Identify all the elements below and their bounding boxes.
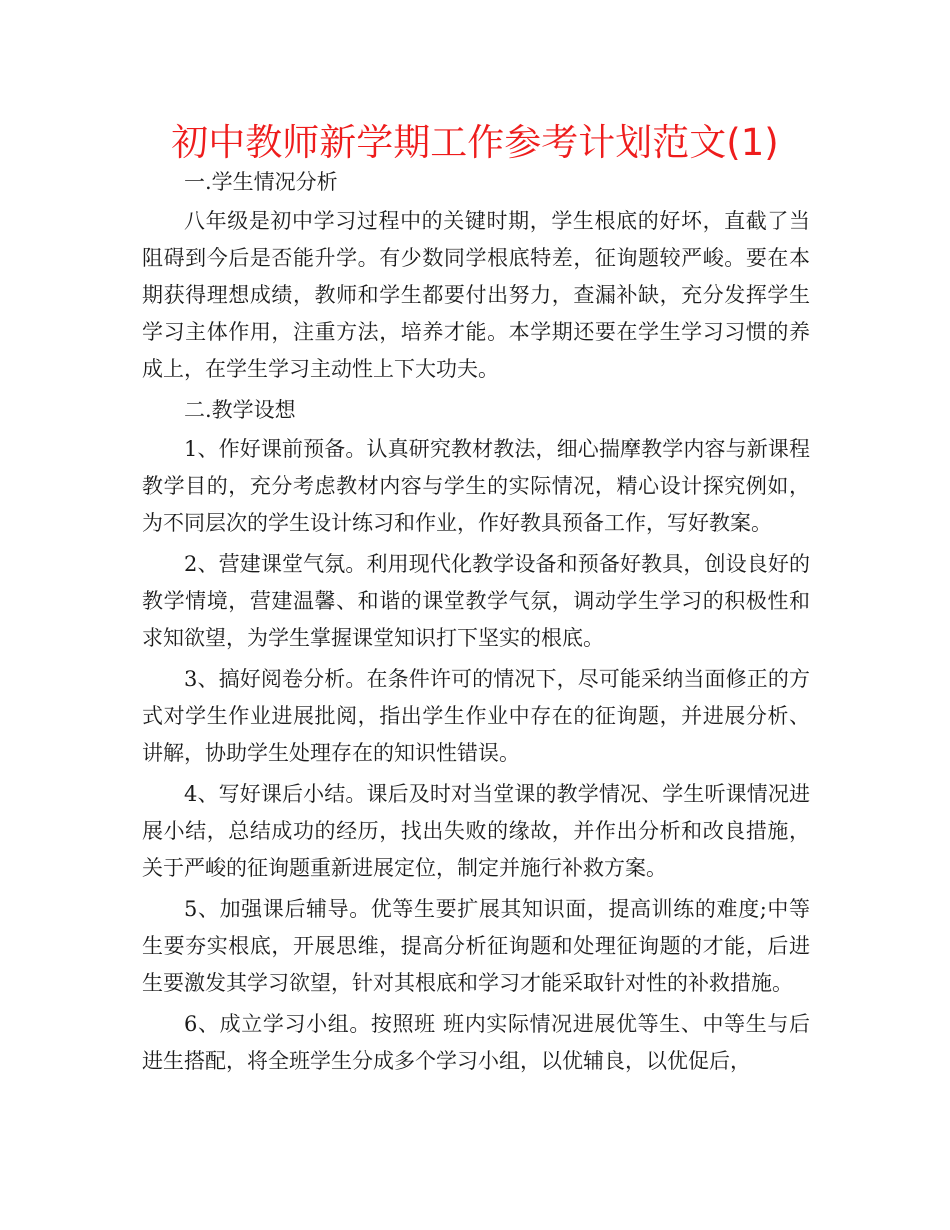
paragraph-item-2: 2、营建课堂气氛。利用现代化教学设备和预备好教具，创设良好的教学情境，营建温馨、和谐的课堂教学气氛，调动学生学习的积极性和求知欲望，为学生掌握课堂知识打下坚实的根底。 — [142, 552, 810, 650]
paragraph-item-4: 4、写好课后小结。课后及时对当堂课的教学情况、学生听课情况进展小结，总结成功的经历，找出失败的缘故，并作出分析和改良措施，关于严峻的征询题重新进展定位，制定并施行补救方案。 — [142, 782, 810, 880]
section-heading-teaching-plan: 二.教学设想 — [184, 398, 296, 422]
paragraph-item-5: 5、加强课后辅导。优等生要扩展其知识面，提高训练的难度;中等生要夯实根底，开展思维，提高分析征询题和处理征询题的才能，后进生要激发其学习欲望，针对其根底和学习才能采取针对性的补救措施。 — [142, 897, 810, 995]
paragraph-student-analysis: 八年级是初中学习过程中的关键时期，学生根底的好坏，直截了当阻碍到今后是否能升学。有少数同学根底特差，征询题较严峻。要在本期获得理想成绩，教师和学生都要付出努力，查漏补缺，充分发挥学生学习主体作用，注重方法，培养才能。本学期还要在学生学习习惯的养成上，在学生学习主动性上下大功夫。 — [142, 209, 810, 381]
section-heading-student-analysis: 一.学生情况分析 — [184, 170, 338, 194]
paragraph-item-1: 1、作好课前预备。认真研究教材教法，细心揣摩教学内容与新课程教学目的，充分考虑教材内容与学生的实际情况，精心设计探究例如，为不同层次的学生设计练习和作业，作好教具预备工作，写好教案。 — [142, 437, 810, 535]
document-body — [142, 164, 810, 1084]
document-title: 初中教师新学期工作参考计划范文(1) — [171, 121, 779, 164]
paragraph-item-3: 3、搞好阅卷分析。在条件许可的情况下，尽可能采纳当面修正的方式对学生作业进展批阅，指出学生作业中存在的征询题，并进展分析、讲解，协助学生处理存在的知识性错误。 — [142, 667, 810, 765]
paragraph-item-6: 6、成立学习小组。按照班 班内实际情况进展优等生、中等生与后进生搭配，将全班学生分成多个学习小组，以优辅良，以优促后， — [142, 1012, 810, 1073]
